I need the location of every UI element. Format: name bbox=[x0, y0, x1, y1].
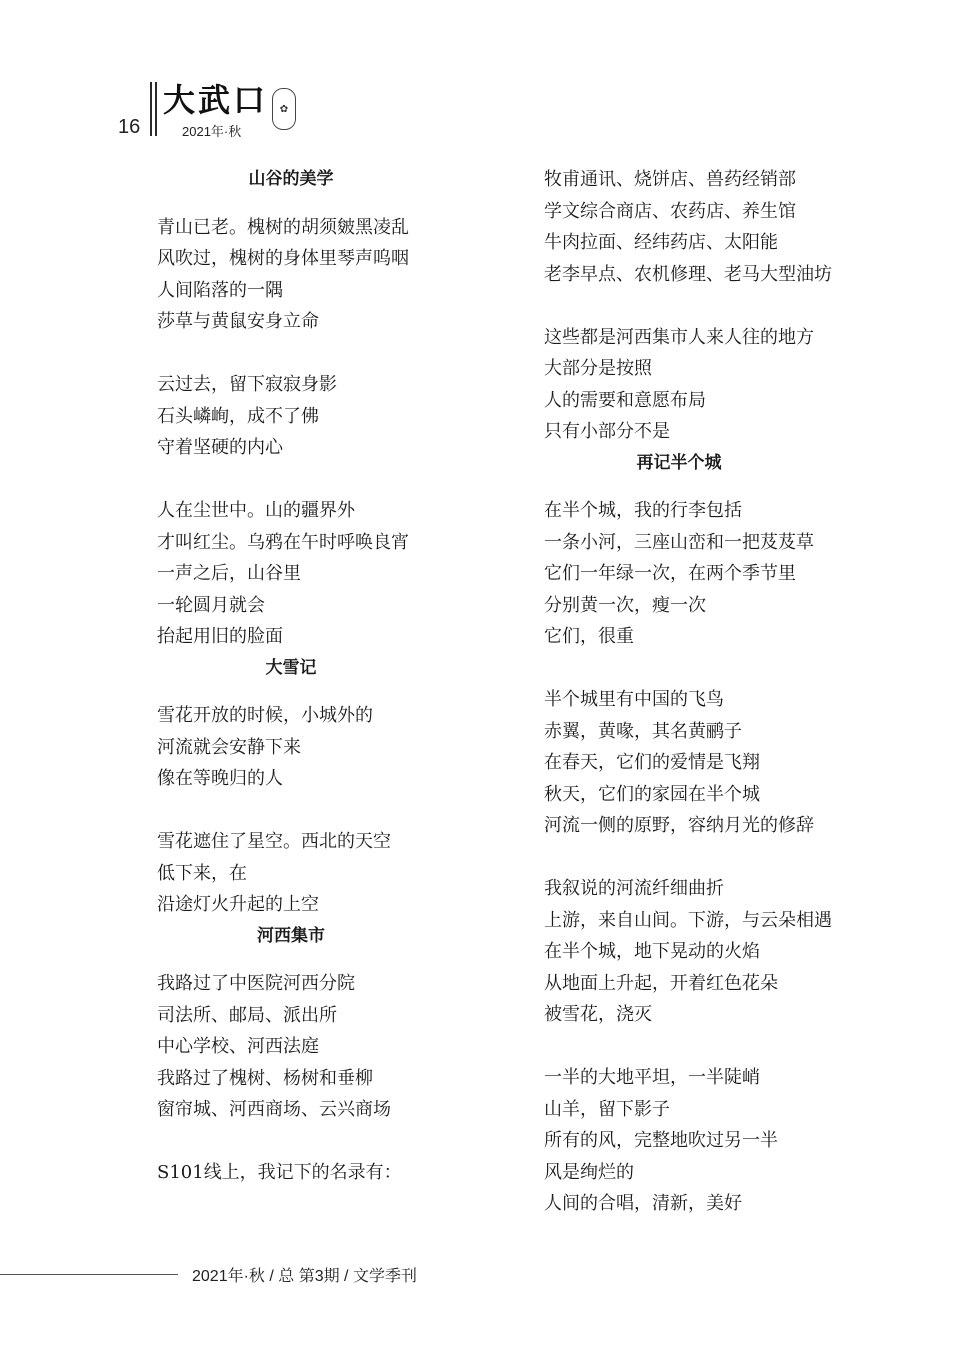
poem-line: 一半的大地平坦，一半陡峭 bbox=[544, 1067, 760, 1088]
poem-line: 山羊，留下影子 bbox=[544, 1098, 670, 1120]
poem-line: 河流就会安静下来 bbox=[157, 736, 301, 758]
header-divider bbox=[155, 82, 157, 136]
poem-line: 在春天，它们的爱情是飞翔 bbox=[544, 752, 760, 773]
poem-line: 被雪花，浇灭 bbox=[544, 1004, 652, 1025]
magazine-masthead: 大武口 bbox=[163, 81, 269, 119]
poem-line: 守着坚硬的内心 bbox=[157, 437, 283, 458]
poem-line: 云过去，留下寂寂身影 bbox=[157, 374, 337, 395]
poem-line: 这些都是河西集市人来人往的地方 bbox=[544, 326, 814, 348]
poem-line: 才叫红尘。乌鸦在午时呼唤良宵 bbox=[157, 531, 409, 553]
poem-line: 石头嶙峋，成不了佛 bbox=[157, 405, 319, 427]
right-column bbox=[544, 164, 844, 1220]
poem-line: 学文综合商店、农药店、养生馆 bbox=[544, 200, 796, 222]
poem-line: 赤翼，黄喙，其名黄鹂子 bbox=[544, 720, 742, 742]
poem-title: 山谷的美学 bbox=[248, 169, 334, 189]
poem-line: 半个城里有中国的飞鸟 bbox=[544, 689, 724, 710]
poem-line: 风是绚烂的 bbox=[544, 1161, 634, 1183]
poem-line: 司法所、邮局、派出所 bbox=[157, 1004, 337, 1026]
poem-line: 抬起用旧的脸面 bbox=[157, 626, 283, 647]
poem-line: 人在尘世中。山的疆界外 bbox=[157, 500, 355, 521]
poem-line: 人间陷落的一隅 bbox=[157, 279, 283, 301]
poem-line: 一轮圆月就会 bbox=[157, 594, 265, 616]
issue-label: 2021年·秋 bbox=[182, 124, 242, 139]
poem-line: 像在等晚归的人 bbox=[157, 768, 283, 789]
poem-line: 低下来，在 bbox=[157, 862, 247, 884]
poem-title: 大雪记 bbox=[265, 657, 317, 678]
poem-line: 一条小河，三座山峦和一把芨芨草 bbox=[544, 531, 814, 553]
page-number: 16 bbox=[118, 116, 141, 138]
poem-line: 牧甫通讯、烧饼店、兽药经销部 bbox=[544, 169, 796, 190]
poem-line: 大部分是按照 bbox=[544, 358, 652, 379]
poem-line: 雪花遮住了星空。西北的天空 bbox=[157, 831, 391, 852]
poem-line: 所有的风，完整地吹过另一半 bbox=[544, 1130, 778, 1151]
poem-line: 人间的合唱，清新，美好 bbox=[544, 1193, 742, 1214]
poem-line: 中心学校、河西法庭 bbox=[157, 1036, 319, 1057]
poem-line: 在半个城，地下晃动的火焰 bbox=[544, 941, 760, 962]
footer-rule bbox=[0, 1274, 178, 1275]
poem-title: 河西集市 bbox=[257, 925, 325, 946]
footer-text: 2021年·秋 / 总 第3期 / 文学季刊 bbox=[192, 1268, 417, 1285]
left-column bbox=[157, 164, 447, 1189]
poem-line: 风吹过，槐树的身体里琴声呜咽 bbox=[157, 248, 409, 269]
poem-line: 我叙说的河流纤细曲折 bbox=[544, 878, 724, 899]
seal-logo-icon: ✿ bbox=[272, 88, 296, 130]
poem-line: 雪花开放的时候，小城外的 bbox=[157, 705, 373, 726]
poem-line: 从地面上升起，开着红色花朵 bbox=[544, 972, 778, 994]
poem-line: 我路过了中医院河西分院 bbox=[157, 973, 355, 994]
poem-line: 青山已老。槐树的胡须皴黑凌乱 bbox=[157, 216, 409, 238]
poem-line: 它们一年绿一次，在两个季节里 bbox=[544, 563, 796, 584]
poem-line: 沿途灯火升起的上空 bbox=[157, 894, 319, 915]
poem-line: 它们，很重 bbox=[544, 626, 634, 647]
header-divider bbox=[150, 82, 152, 136]
poem-line: 上游，来自山间。下游，与云朵相遇 bbox=[544, 909, 832, 931]
poem-line: 窗帘城、河西商场、云兴商场 bbox=[157, 1099, 391, 1120]
poem-line: 分别黄一次，瘦一次 bbox=[544, 594, 706, 616]
poem-title: 再记半个城 bbox=[636, 452, 722, 473]
poem-line: 我路过了槐树、杨树和垂柳 bbox=[157, 1067, 373, 1089]
poem-line: S101线上，我记下的名录有： bbox=[157, 1162, 402, 1183]
poem-line: 人的需要和意愿布局 bbox=[544, 389, 706, 411]
poem-line: 一声之后，山谷里 bbox=[157, 563, 301, 584]
poem-line: 只有小部分不是 bbox=[544, 421, 670, 442]
poem-line: 秋天，它们的家园在半个城 bbox=[544, 783, 760, 805]
poem-line: 牛肉拉面、经纬药店、太阳能 bbox=[544, 232, 778, 253]
poem-line: 莎草与黄鼠安身立命 bbox=[157, 311, 319, 332]
poem-line: 老李早点、农机修理、老马大型油坊 bbox=[544, 263, 832, 285]
poem-line: 在半个城，我的行李包括 bbox=[544, 500, 742, 521]
poem-line: 河流一侧的原野，容纳月光的修辞 bbox=[544, 815, 814, 836]
